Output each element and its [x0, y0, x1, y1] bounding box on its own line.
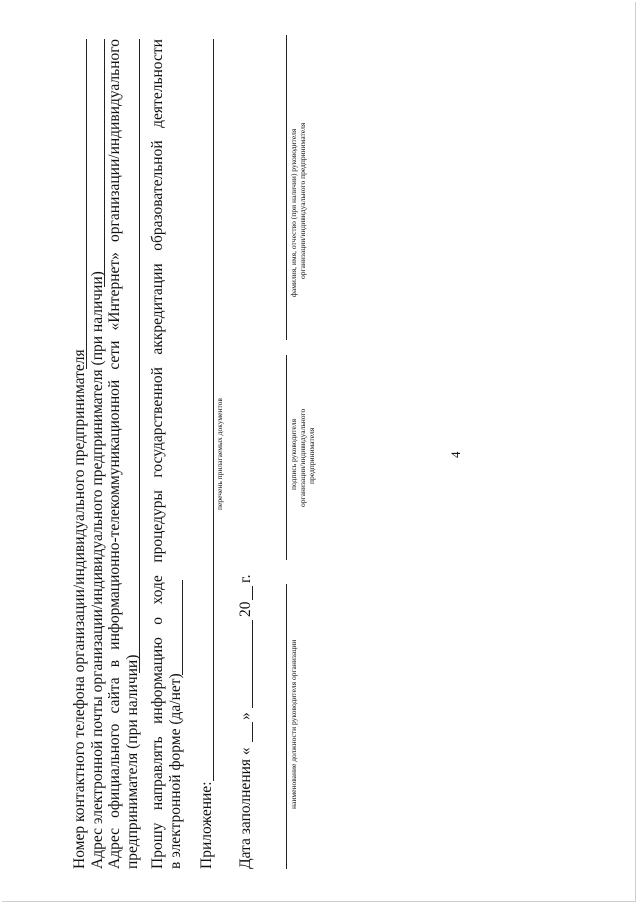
attachment-fill-line: [213, 39, 214, 781]
website-word: сайта: [106, 677, 123, 714]
signature-caption-1: подпись руководителя: [289, 418, 298, 490]
request-word: ходе: [149, 575, 166, 605]
request-word: информацию: [149, 637, 166, 724]
website-word: сети: [106, 340, 123, 370]
website-word: официального: [106, 723, 123, 818]
request-word: направлять: [149, 736, 166, 811]
date-label: Дата заполнения «: [237, 747, 254, 869]
website-word: организации/индивидуального: [106, 39, 123, 242]
website-word: в: [106, 659, 123, 668]
website-label: [107, 39, 123, 869]
date-quote-close: »: [237, 712, 254, 720]
request-word: образовательной: [149, 140, 166, 251]
request-label: [150, 39, 166, 869]
website-label-cont: предпринимателя (при наличии): [124, 654, 141, 869]
date-year-prefix: 20: [237, 601, 254, 617]
signature-line: [286, 355, 287, 560]
date-year-suffix: г.: [237, 574, 254, 583]
website-word: «Интернет»: [106, 252, 123, 331]
request-word: государственной: [149, 367, 166, 478]
request-word: аккредитации: [149, 263, 166, 355]
date-year-line: [252, 586, 253, 600]
signature-caption-3: предпринимателя: [307, 427, 316, 484]
request-word: Прошу: [149, 822, 166, 869]
website-fill-line: [139, 39, 140, 673]
signature-caption-2: организации/индивидуального: [298, 408, 307, 507]
website-word: информационно-телекоммуникационной: [106, 379, 123, 650]
name-caption-2: организации/индивидуального предпринимателя: [298, 122, 307, 279]
email-fill-line: [104, 39, 105, 287]
request-label-cont: в электронной форме (да/нет): [167, 673, 184, 869]
attachment-label: Приложение:: [198, 781, 215, 869]
position-line: [286, 584, 287, 869]
request-word: о: [149, 616, 166, 625]
website-word: Адрес: [106, 828, 123, 869]
email-label: Адрес электронной почты организации/индивидуального предпринимателя (при наличии): [89, 271, 106, 869]
phone-label: Номер контактного телефона организации/индивидуального предпринимателя: [71, 349, 88, 869]
name-caption-1: фамилия, имя, отчество (при наличии) руководителя: [289, 128, 298, 297]
date-month-line: [252, 620, 253, 708]
attachment-caption: перечень прилагаемых документов: [215, 398, 224, 510]
page-number: 4: [448, 451, 463, 458]
name-line: [286, 35, 287, 340]
position-caption: наименование должности руководителя организации: [289, 639, 298, 809]
request-word: деятельности: [149, 39, 166, 128]
request-fill-line: [182, 580, 183, 675]
request-word: процедуры: [149, 490, 166, 563]
phone-fill-line: [86, 39, 87, 369]
date-day-line: [252, 722, 253, 742]
